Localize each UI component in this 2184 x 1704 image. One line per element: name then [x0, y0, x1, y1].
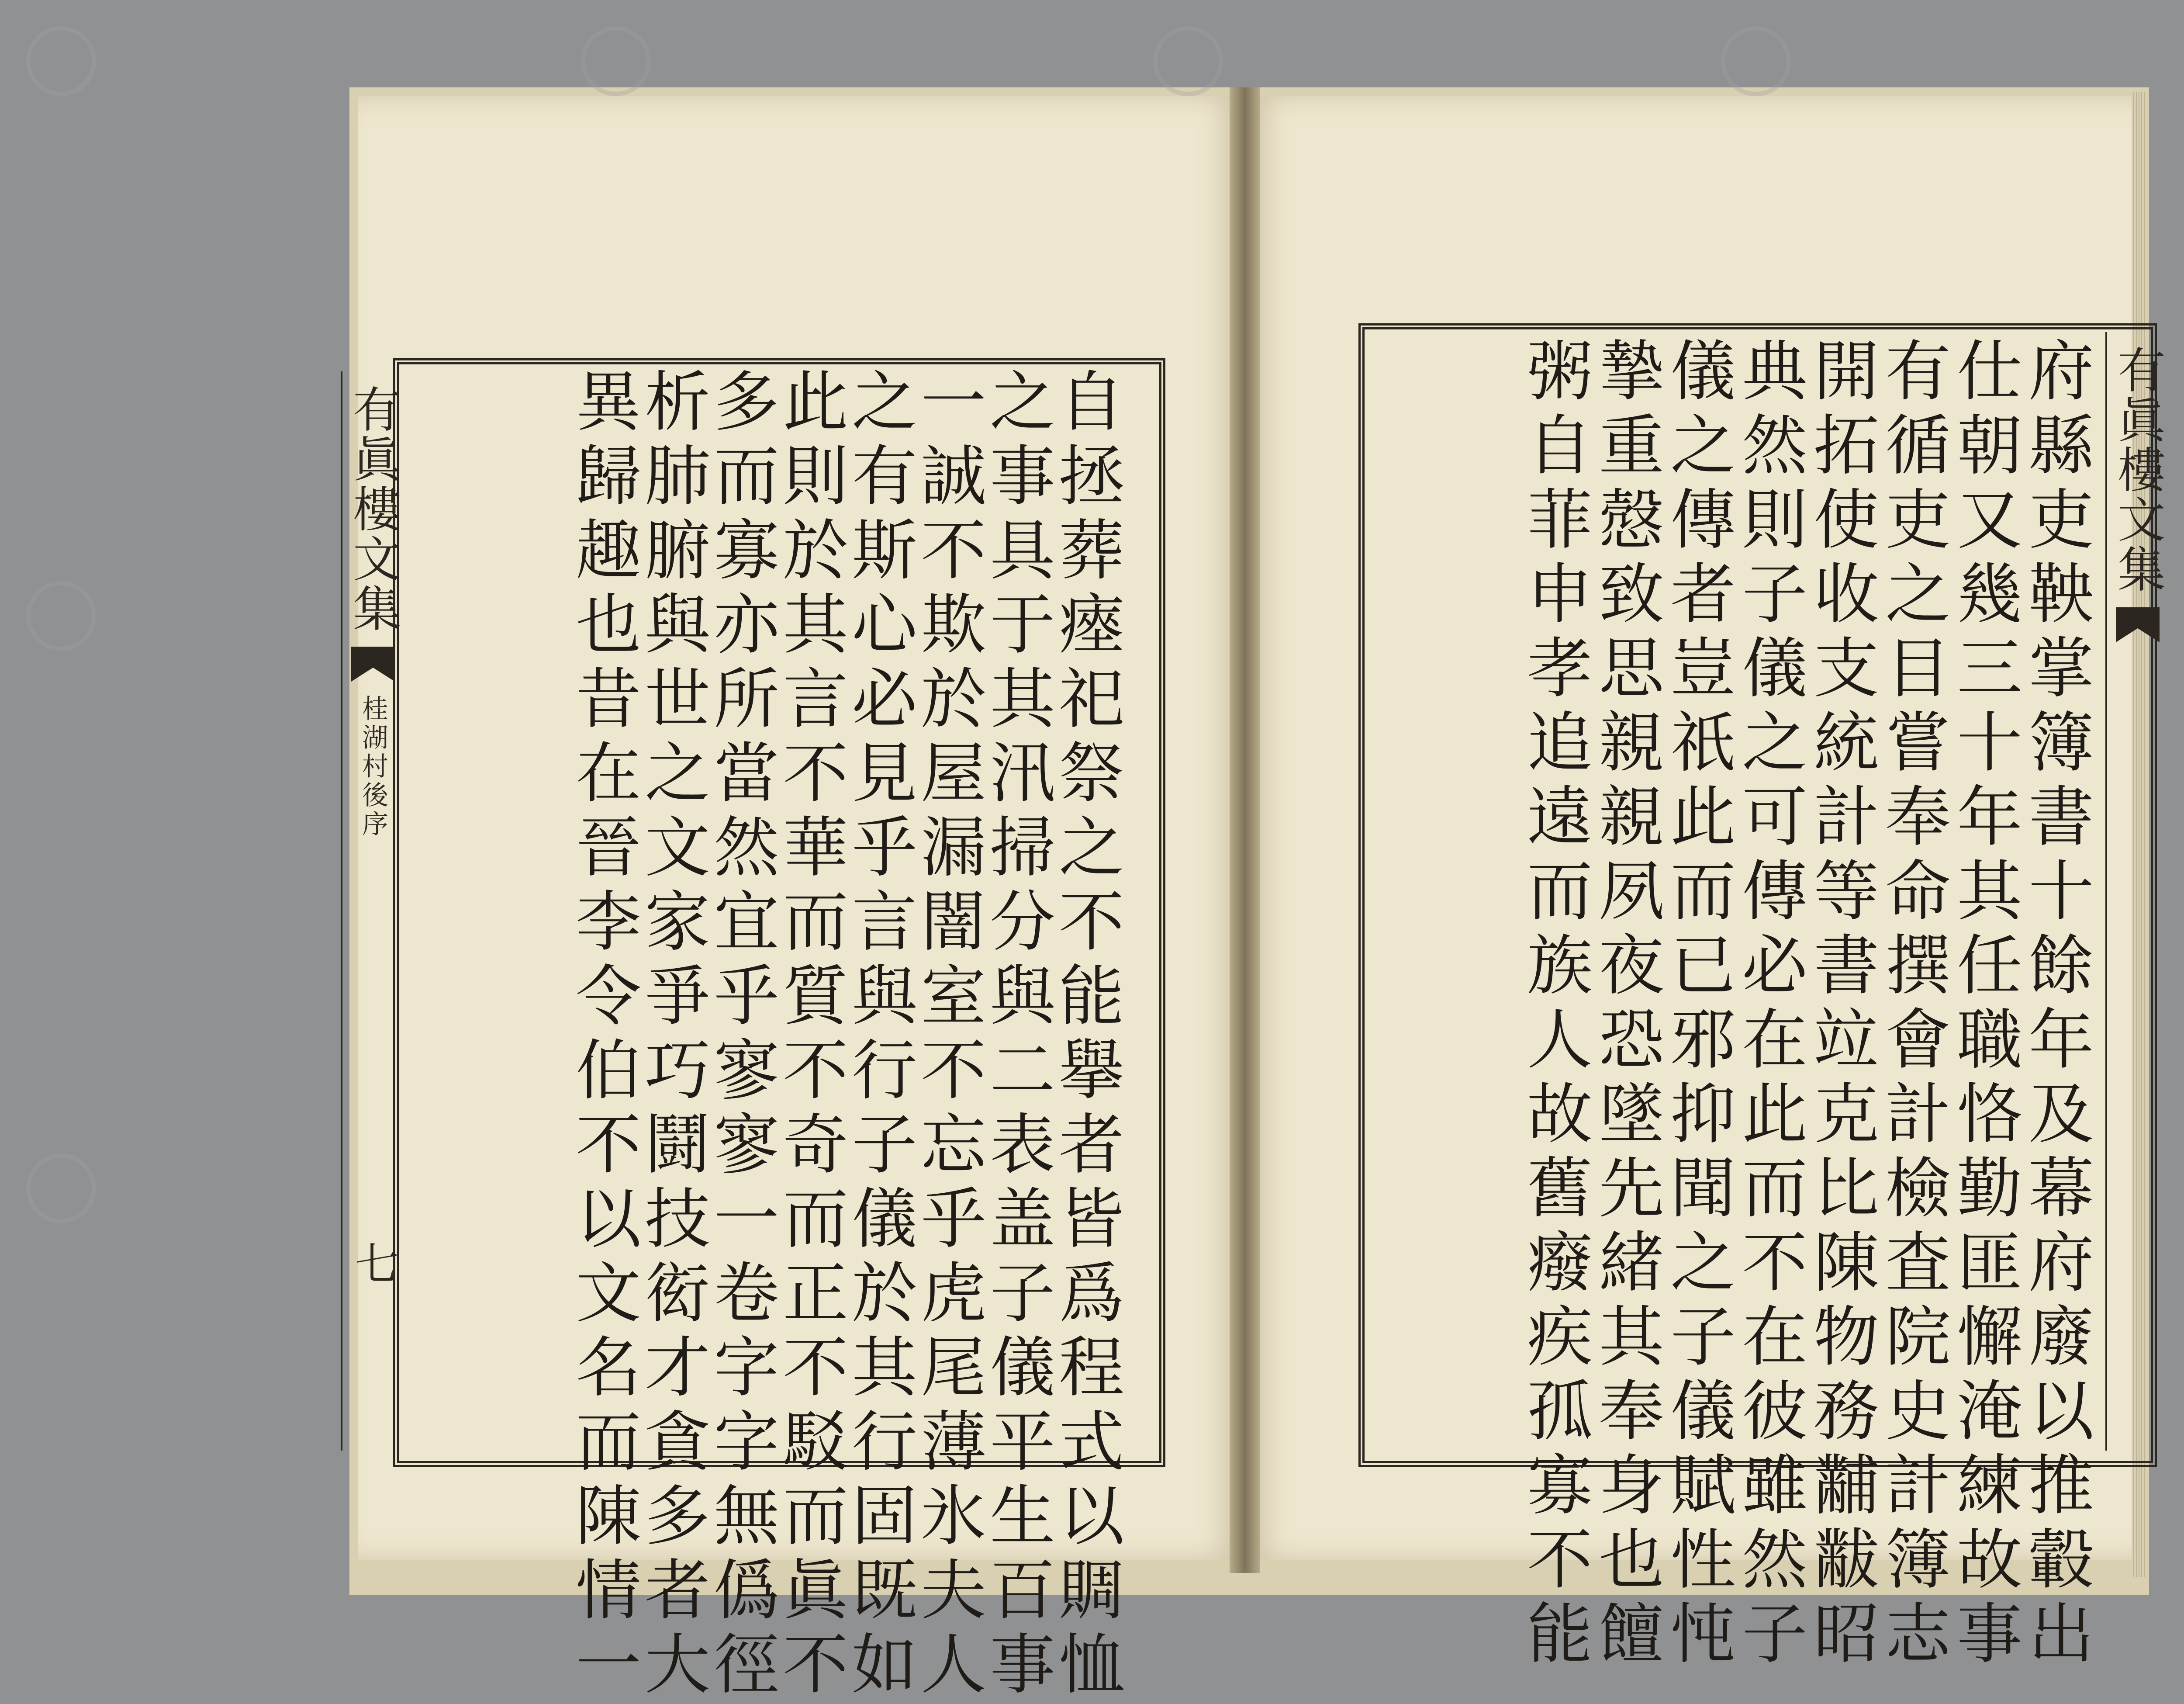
text-column: 仕朝又幾三十年其任職恪勤匪懈淹練故事: [1946, 336, 2022, 1673]
watermark-logo-icon: [1153, 26, 1223, 96]
text-column: 摯重慤致思親親夙夜恐墜先緒其奉身也饘: [1587, 336, 1663, 1673]
left-page-banner: [341, 371, 404, 1451]
fishtail-mark-icon: [2116, 607, 2160, 642]
text-column: 此則於其言不華而質不奇而正不駁而眞不: [771, 367, 847, 1704]
text-column: 多而寡亦所當然宜乎寥寥一卷字字無僞徑: [702, 367, 778, 1704]
text-column: 自拯葬瘞祀祭之不能擧者皆爲程式以賙恤: [1047, 367, 1123, 1704]
watermark-logo-icon: [26, 581, 96, 651]
text-column: 之事具于其汛掃分與二表盖子儀平生百事: [978, 367, 1054, 1704]
text-column: 有循吏之目嘗奉命撰會計檢査院史計簿志: [1874, 336, 1950, 1673]
text-column: 開拓使收支統計等書竝克比陳物務黼黻昭: [1802, 336, 1878, 1673]
left-banner-subtitle: 桂湖村後序: [358, 695, 388, 839]
text-column: 析肺腑與世之文家爭巧鬪技衒才貪多者大: [633, 367, 709, 1704]
right-page-banner: [2105, 332, 2168, 1451]
left-page-text: [446, 367, 1127, 1704]
watermark-logo-icon: [1721, 26, 1791, 96]
text-column: 儀之傳者豈祇此而已邪抑聞之子儀賦性忳: [1659, 336, 1735, 1673]
text-column: 一誠不欺於屋漏闇室不忘乎虎尾薄氷夫人: [909, 367, 985, 1704]
right-page-text: [1389, 336, 2097, 1673]
text-column: 府縣吏鞅掌簿書十餘年及幕府廢以推轂出: [2017, 336, 2093, 1673]
watermark-logo-icon: [26, 1153, 96, 1223]
right-banner-title: 有眞樓文集: [2110, 345, 2166, 594]
text-column: 之有斯心必見乎言與行子儀於其行固既如: [840, 367, 916, 1704]
watermark-logo-icon: [26, 26, 96, 96]
book-gutter: [1230, 87, 1260, 1573]
text-column: 異歸趣也昔在晉李令伯不以文名而陳情一: [564, 367, 640, 1704]
left-page-number: 七: [348, 1241, 399, 1285]
left-banner-title: 有眞樓文集: [345, 384, 401, 634]
text-column: 典然則子儀之可傳必在此而不在彼雖然子: [1731, 336, 1807, 1673]
text-column: 粥自菲申孝追遠而族人故舊癈疾孤寡不能: [1516, 336, 1592, 1673]
fishtail-mark-icon: [351, 647, 395, 682]
watermark-logo-icon: [581, 26, 651, 96]
